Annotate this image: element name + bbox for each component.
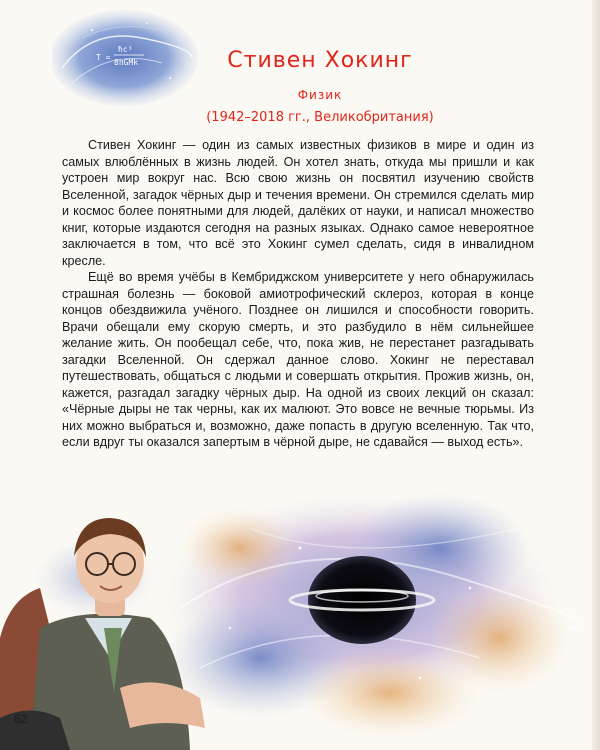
page-edge: [592, 0, 600, 750]
paragraph: Стивен Хокинг — один из самых известных физиков в мире и один из самых влюблённых в жизнь людей. Он хотел знать, откуда мы пришли и как устроен мир вокруг нас. Всю свою жизнь он посвятил изучению свойств Вселенной, загадок чёрных дыр и течения времени. Он стремился сделать мир и космос более понятными для людей, далёких от науки, и написал множество книг, которые издаются сегодня на разных языках. Однако самое невероятное заключается в том, что всё это Хокинг сумел сделать, сидя в инвалидном кресле.: [62, 138, 534, 268]
formula-denominator: 8πGMk: [114, 58, 139, 67]
page-number: 62: [14, 712, 28, 726]
paragraph: Ещё во время учёбы в Кембриджском университете у него обнаружилась страшная болезнь — боковой амиотрофический склероз, которая в конце концов обездвижила учёного. Позднее он лишился и способности говорить. Врачи обещали ему скорую смерть, и это разбудило в нём сильнейшее желание жить. Он пообещал себе, что, пока жив, не перестанет разгадывать загадки Вселенной. Он сдержал данное слово. Хокинг не переставал путешествовать, общаться с людьми и совершать открытия. Прожив жизнь, он, кажется, разгадал загадку чёрных дыр. На одной из своих лекций он сказал: «Чёрные дыры не так черны, как их малюют. Это вовсе не вечные тюрьмы. Из них можно выбраться и, возможно, даже попасть в другую вселенную. Так что, если вдруг ты оказался запертым в чёрной дыре, не сдавайся — выход есть».: [62, 270, 534, 449]
formula-left: T =: [96, 53, 111, 62]
life-dates: (1942–2018 гг., Великобритания): [206, 110, 434, 125]
biography-text: [62, 137, 534, 451]
hawking-formula-art: [52, 8, 202, 108]
hawking-illustration: [0, 488, 592, 750]
page-title: Стивен Хокинг: [227, 48, 413, 73]
profession-subtitle: Физик: [297, 88, 343, 102]
formula-numerator: ħc³: [118, 45, 133, 54]
